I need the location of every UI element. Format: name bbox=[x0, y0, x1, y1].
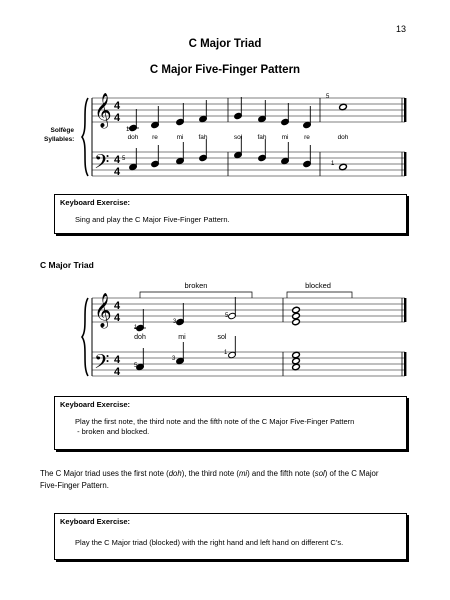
time-signature-top: 4 bbox=[114, 154, 121, 166]
brace bbox=[82, 98, 88, 176]
solfege-label-line1: Solfège bbox=[50, 127, 74, 134]
final-barline bbox=[404, 298, 406, 322]
time-signature-top: 4 bbox=[114, 100, 121, 112]
solfege-syllable: sol bbox=[217, 334, 227, 341]
para-doh: doh bbox=[168, 469, 182, 478]
solfege-syllable: doh bbox=[337, 134, 349, 141]
triad-explanation bbox=[40, 468, 410, 492]
exercise-title: Keyboard Exercise: bbox=[60, 400, 131, 409]
exercise-title: Keyboard Exercise: bbox=[60, 198, 131, 207]
solfege-syllable: fah bbox=[198, 134, 208, 141]
bass-clef: 𝄢 bbox=[94, 351, 110, 378]
page-subtitle: C Major Five-Finger Pattern bbox=[149, 64, 301, 76]
section-heading-c-major-triad: C Major Triad bbox=[40, 260, 94, 270]
solfege-syllable: re bbox=[152, 134, 158, 141]
exercise-title: Keyboard Exercise: bbox=[60, 517, 131, 526]
final-barline bbox=[404, 98, 406, 122]
treble-chord-note bbox=[292, 306, 301, 313]
solfege-syllable: mi bbox=[176, 134, 184, 141]
exercise-line: Play the C Major triad (blocked) with the right hand and left hand on different C’s. bbox=[75, 538, 344, 547]
time-signature-bottom: 4 bbox=[114, 166, 121, 178]
solfege-syllable: mi bbox=[178, 334, 186, 341]
brace bbox=[82, 298, 88, 376]
time-signature-top: 4 bbox=[114, 354, 121, 366]
keyboard-exercise-box-1 bbox=[54, 194, 407, 234]
treble-note bbox=[339, 103, 348, 110]
keyboard-exercise-box-3 bbox=[54, 513, 407, 560]
exercise-line: Play the first note, the third note and the fifth note of the C Major Five-Finger Pattern bbox=[75, 417, 355, 426]
fingering: 1 bbox=[134, 325, 138, 331]
time-signature-bottom: 4 bbox=[114, 312, 121, 324]
time-signature-bottom: 4 bbox=[114, 366, 121, 378]
para-text: ) and the fifth note ( bbox=[247, 469, 315, 478]
fingering: 3 bbox=[172, 356, 176, 362]
solfege-syllable: re bbox=[304, 134, 310, 141]
bass-note bbox=[339, 163, 348, 170]
final-barline bbox=[404, 152, 406, 176]
solfege-syllable: mi bbox=[281, 134, 289, 141]
blocked-bracket bbox=[287, 292, 352, 298]
fingering: 1 bbox=[331, 161, 335, 167]
para-text: Five-Finger Pattern. bbox=[40, 481, 109, 490]
fingering: 5 bbox=[225, 313, 229, 319]
fingering: 5 bbox=[134, 363, 138, 369]
para-sol: sol bbox=[314, 469, 325, 478]
bass-clef: 𝄢 bbox=[94, 151, 110, 178]
bass-chord-note bbox=[292, 351, 301, 358]
exercise-line: Sing and play the C Major Five-Finger Pattern. bbox=[75, 215, 230, 224]
keyboard-exercise-box-2 bbox=[54, 396, 407, 450]
page-title: C Major Triad bbox=[188, 38, 262, 50]
blocked-label: blocked bbox=[305, 281, 331, 290]
solfege-syllable: doh bbox=[127, 134, 139, 141]
time-signature-bottom: 4 bbox=[114, 112, 121, 124]
fingering: 1 bbox=[126, 127, 130, 133]
solfege-label-line2: Syllables: bbox=[44, 136, 75, 143]
final-barline bbox=[404, 352, 406, 376]
para-text: The C Major triad uses the first note ( bbox=[40, 469, 169, 478]
para-mi: mi bbox=[238, 469, 248, 478]
solfege-syllable: doh bbox=[134, 334, 146, 341]
solfege-syllable: fah bbox=[257, 134, 267, 141]
solfege-syllable: sol bbox=[233, 134, 243, 141]
time-signature-top: 4 bbox=[114, 300, 121, 312]
treble-clef: 𝄞 bbox=[94, 94, 112, 127]
fingering: 5 bbox=[326, 94, 330, 100]
treble-clef: 𝄞 bbox=[94, 294, 112, 327]
fingering: 5 bbox=[122, 156, 126, 162]
exercise-line: - broken and blocked. bbox=[75, 427, 150, 436]
para-text: ) of the C Major bbox=[324, 469, 379, 478]
broken-label: broken bbox=[184, 281, 208, 290]
para-text: ), the third note ( bbox=[181, 469, 239, 478]
fingering: 3 bbox=[173, 319, 177, 325]
fingering: 1 bbox=[224, 350, 228, 356]
page-number: 13 bbox=[396, 24, 407, 34]
